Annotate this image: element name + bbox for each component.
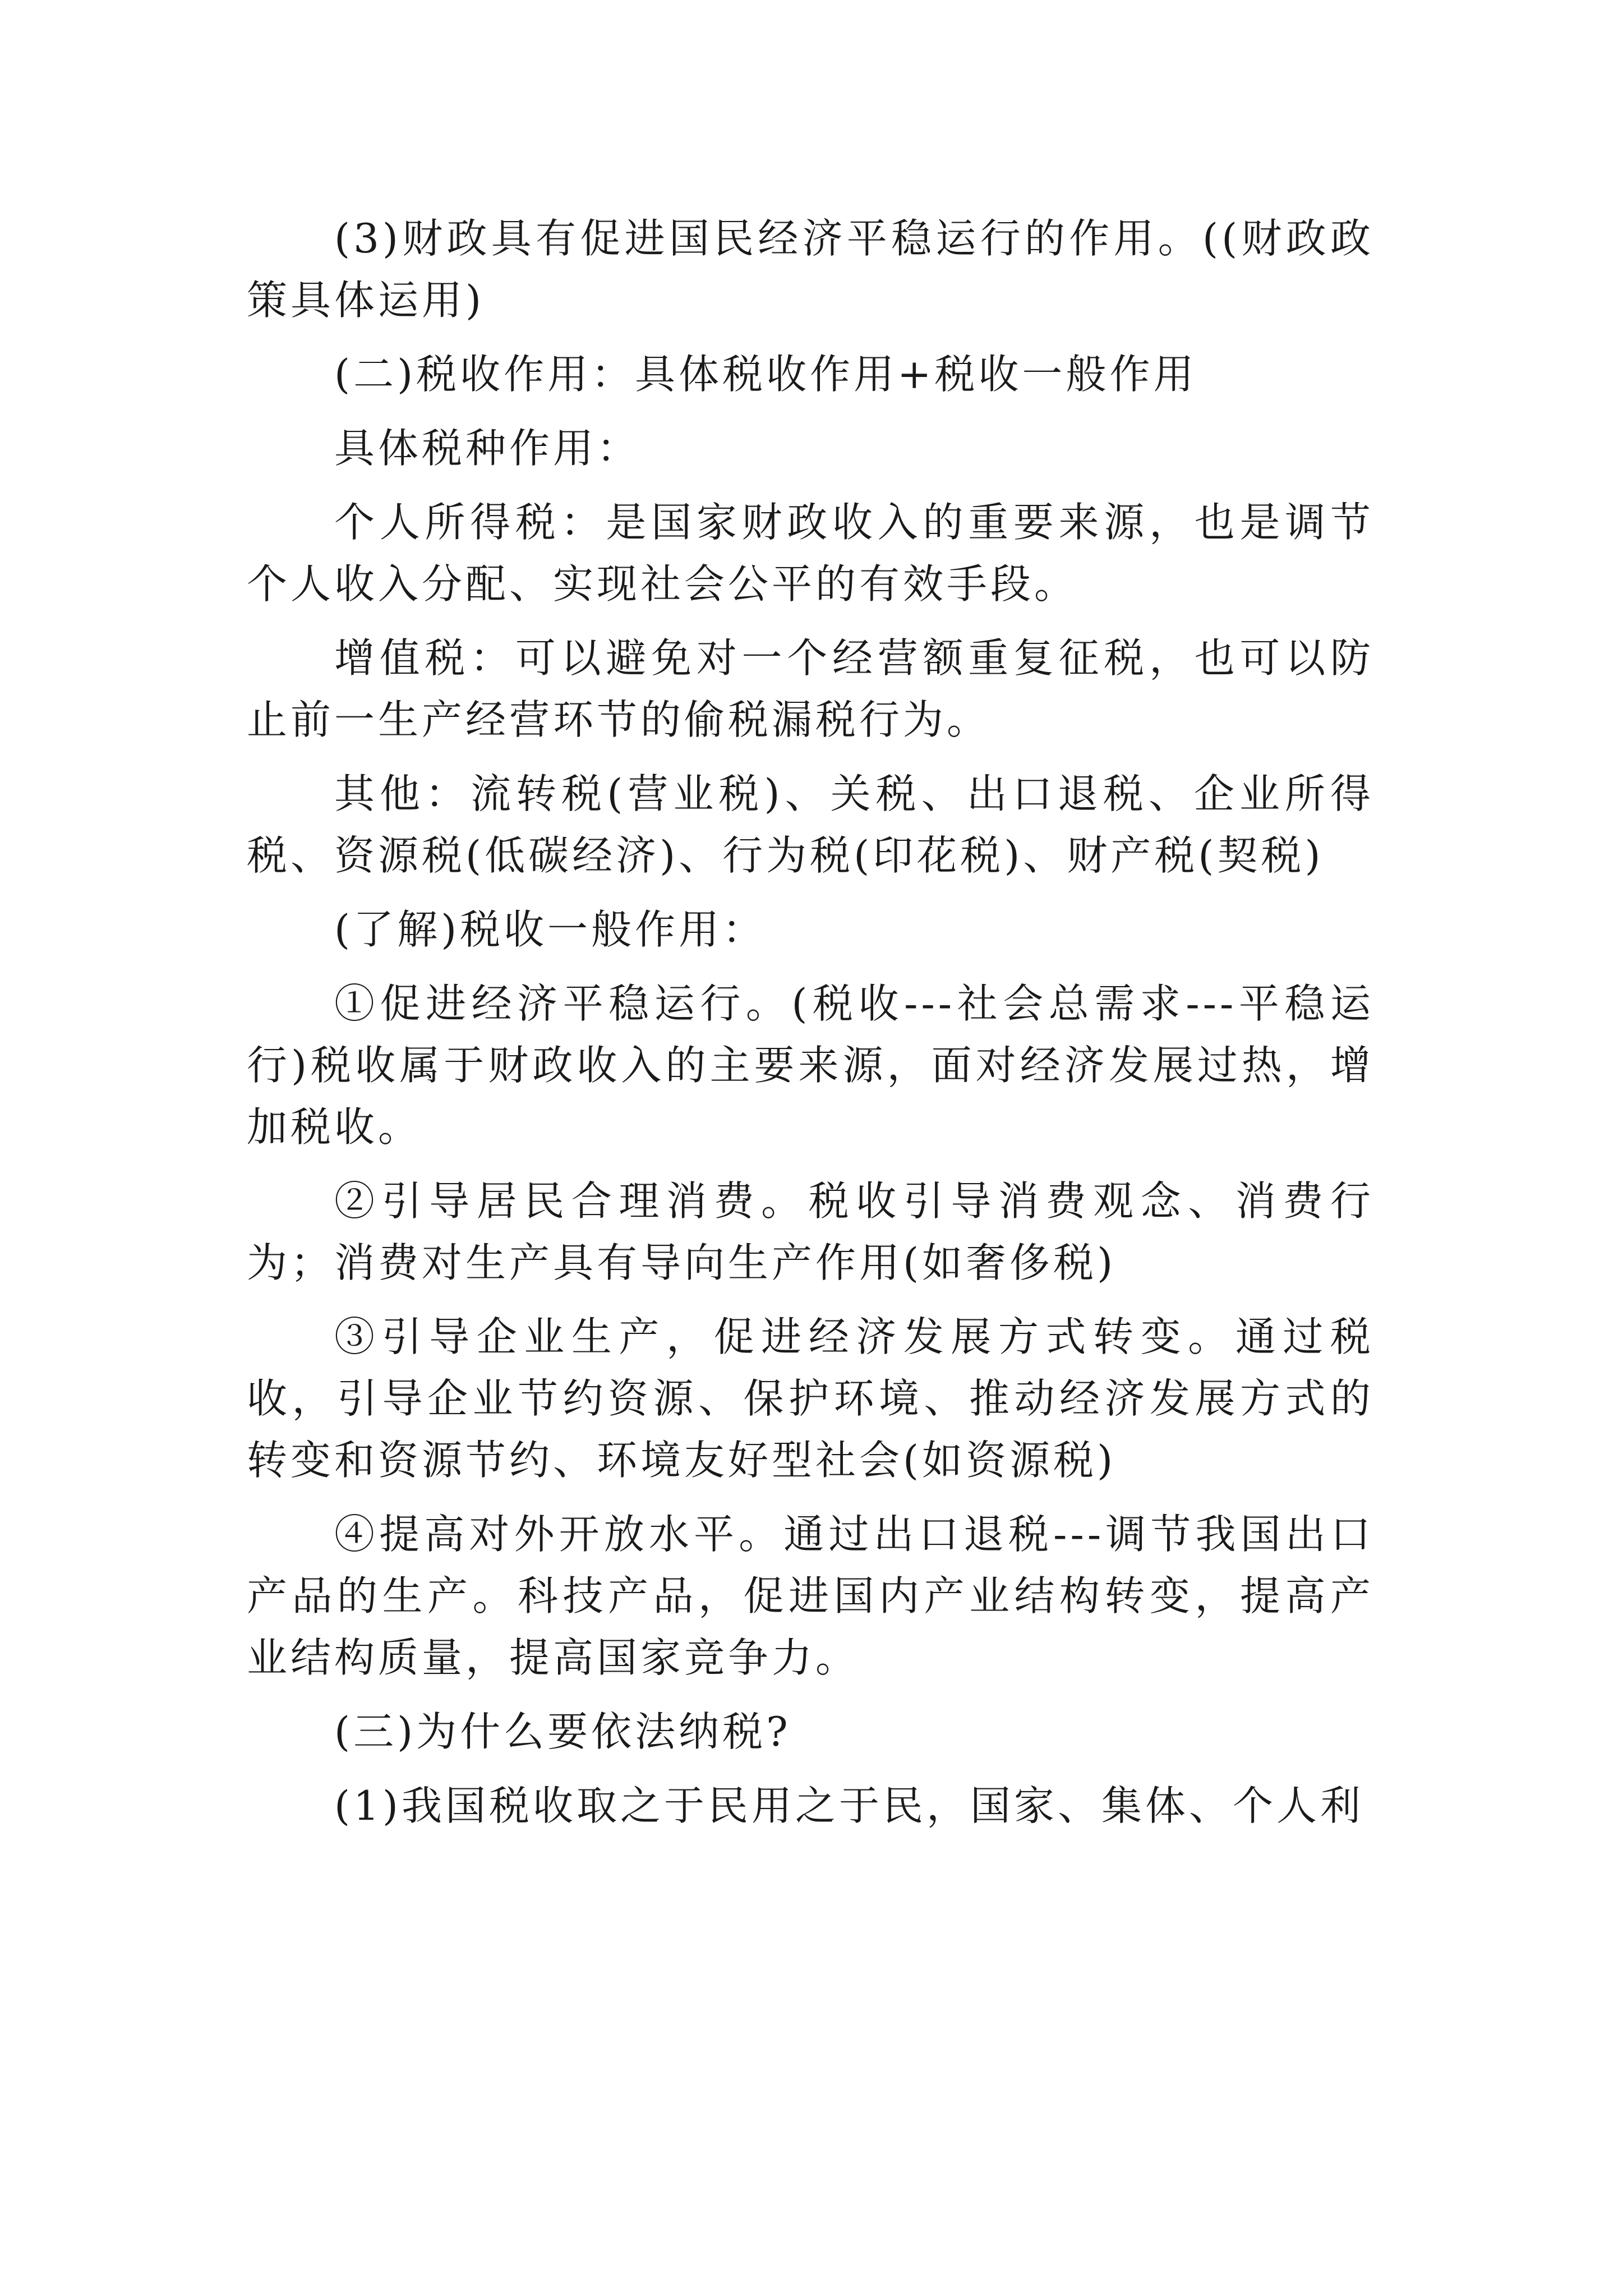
heading-why-pay-tax: (三)为什么要依法纳税?	[334, 1708, 791, 1755]
heading-tax-role: (二)税收作用：具体税收作用+税收一般作用	[334, 351, 1197, 398]
paragraph-personal-income-tax: 个人所得税：是国家财政收入的重要来源，也是调节个人收入分配、实现社会公平的有效手段。	[247, 499, 1374, 608]
paragraph-role-4: ④提高对外开放水平。通过出口退税---调节我国出口产品的生产。科技产品，促进国内产业结构转变，提高产业结构质量，提高国家竞争力。	[247, 1511, 1374, 1681]
paragraph-vat: 增值税：可以避免对一个经营额重复征税，也可以防止前一生产经营环节的偷税漏税行为。	[247, 634, 1374, 743]
paragraph-role-1: ①促进经济平稳运行。(税收---社会总需求---平稳运行)税收属于财政收入的主要来源，面对经济发展过热，增加税收。	[247, 980, 1374, 1151]
paragraph-role-3: ③引导企业生产，促进经济发展方式转变。通过税收，引导企业节约资源、保护环境、推动经济发展方式的转变和资源节约、环境友好型社会(如资源税)	[247, 1313, 1374, 1484]
document-body	[247, 208, 1374, 1849]
heading-specific-tax-role: 具体税种作用：	[334, 425, 641, 472]
paragraph-reason-1: (1)我国税收取之于民用之于民，国家、集体、个人利	[334, 1782, 1364, 1829]
paragraph-role-2: ②引导居民合理消费。税收引导消费观念、消费行为；消费对生产具有导向生产作用(如奢侈税)	[247, 1177, 1374, 1286]
paragraph-other-taxes: 其他：流转税(营业税)、关税、出口退税、企业所得税、资源税(低碳经济)、行为税(印花税)、财产税(契税)	[247, 770, 1374, 879]
heading-general-tax-role: (了解)税收一般作用：	[334, 906, 767, 953]
paragraph-fiscal-stability: (3)财政具有促进国民经济平稳运行的作用。((财政政策具体运用)	[247, 215, 1374, 324]
